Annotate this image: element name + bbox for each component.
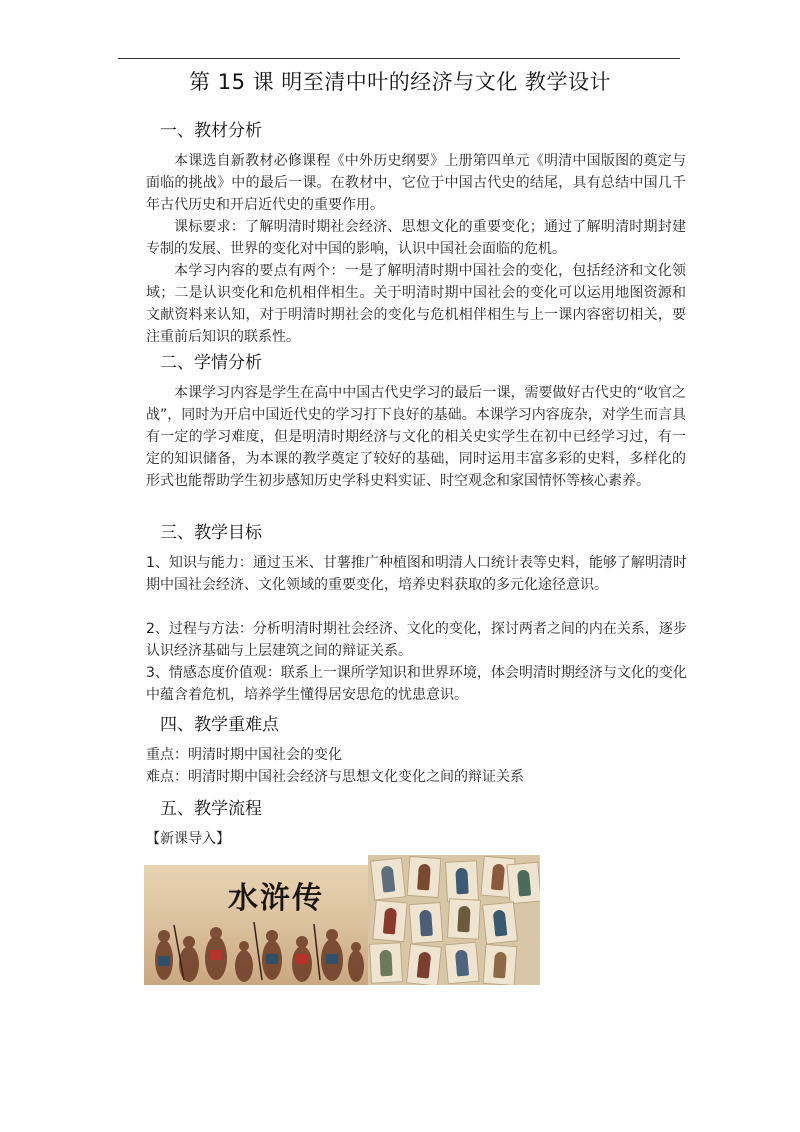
section-heading-key-difficult-points: 四、教学重难点: [160, 715, 279, 735]
header-rule: [118, 58, 680, 59]
paragraph: 本学习内容的要点有两个：一是了解明清时期中国社会的变化，包括经济和文化领域；二是认识变化和危机相伴相生。关于明清时期中国社会的变化可以运用地图资源和文献资料来认知，对于明清时期社会的变化与危机相伴相生与上一课内容密切相关，要注重前后知识的联系性。: [146, 263, 686, 345]
objective-item: 1、知识与能力：通过玉米、甘薯推广种植图和明清人口统计表等史料，能够了解明清时期中国社会经济、文化领域的重要变化，培养史料获取的多元化途径意识。: [146, 555, 687, 593]
subheading-new-lesson-intro: 【新课导入】: [146, 831, 230, 847]
paragraph: 本课学习内容是学生在高中中国古代史学习的最后一课，需要做好古代史的“收官之战”，同时为开启中国近代史的学习打下良好的基础。本课学习内容庞杂，对学生而言具有一定的学习难度，但是明清时期经济与文化的相关史实学生在初中已经学习过，有一定的知识储备，为本课的教学奠定了较好的基础，同时运用丰富多彩的史料，多样化的形式也能帮助学生初步感知历史学科史料实证、时空观念和家国情怀等核心素养。: [146, 385, 686, 489]
warriors-crowd-illustration: [144, 920, 368, 985]
section-heading-learner-analysis: 二、学情分析: [160, 353, 262, 373]
paragraph: 课标要求：了解明清时期社会经济、思想文化的重要变化；通过了解明清时期封建专制的发展、世界的变化对中国的影响，认识中国社会面临的危机。: [146, 219, 686, 257]
section-heading-teaching-objectives: 三、教学目标: [160, 523, 262, 543]
section-heading-teaching-process: 五、教学流程: [160, 799, 262, 819]
paragraph: 本课选自新教材必修课程《中外历史纲要》上册第四单元《明清中国版图的奠定与面临的挑战》中的最后一课。在教材中，它位于中国古代史的结尾，具有总结中国几千年古代历史和开启近代史的重要作用。: [146, 153, 686, 213]
objective-item: 2、过程与方法：分析明清时期社会经济、文化的变化，探讨两者之间的内在关系，逐步认识经济基础与上层建筑之间的辩证关系。: [146, 621, 687, 659]
key-point: 重点：明清时期中国社会的变化: [146, 747, 342, 763]
section-heading-textbook-analysis: 一、教材分析: [160, 121, 262, 141]
character-cards-illustration: [368, 855, 540, 985]
water-margin-illustration: [144, 865, 368, 985]
calligraphy-title: 水浒传: [228, 881, 324, 916]
objective-item: 3、情感态度价值观：联系上一课所学知识和世界环境，体会明清时期经济与文化的变化中蕴含着危机，培养学生懂得居安思危的忧患意识。: [146, 665, 687, 703]
difficult-point: 难点：明清时期中国社会经济与思想文化变化之间的辩证关系: [146, 769, 524, 785]
document-title: 第 15 课 明至清中叶的经济与文化 教学设计: [189, 70, 611, 94]
